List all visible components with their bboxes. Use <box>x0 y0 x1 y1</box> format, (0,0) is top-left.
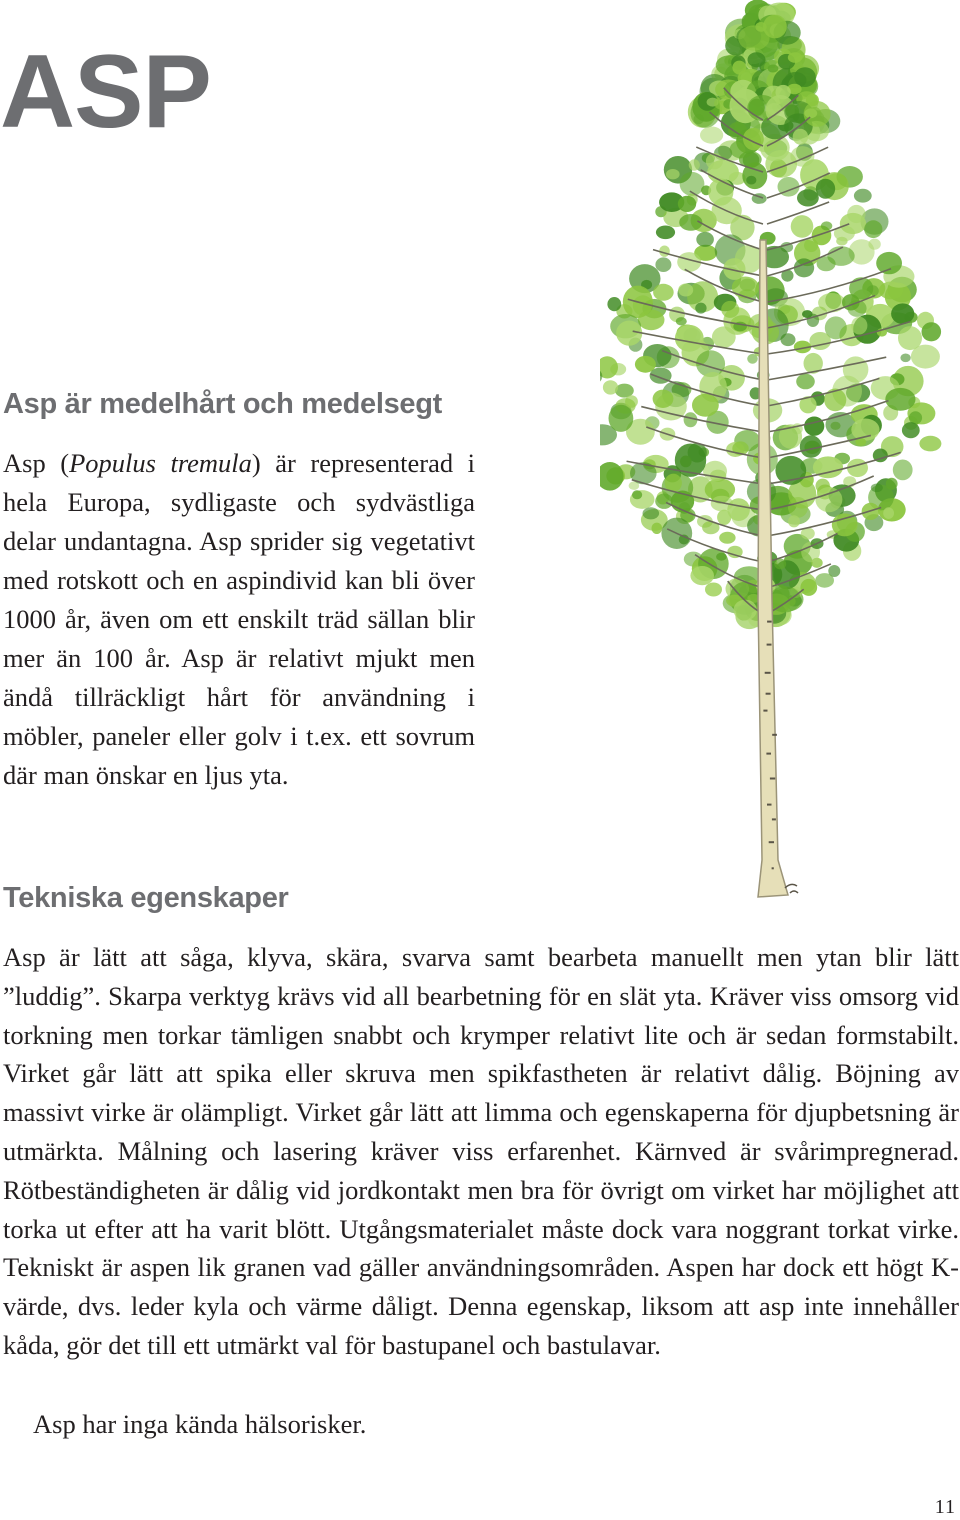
leaf-cluster <box>851 317 867 335</box>
leaf-cluster <box>676 317 687 325</box>
leaf-cluster <box>719 532 735 544</box>
leaf-cluster <box>836 237 847 246</box>
leaf-cluster <box>603 380 618 394</box>
bark-mark <box>763 710 767 712</box>
leaf-cluster <box>768 65 779 73</box>
leaf-cluster <box>632 490 642 499</box>
leaf-cluster <box>678 196 696 212</box>
leaf-cluster <box>747 354 758 364</box>
leaf-cluster <box>656 226 675 240</box>
leaf-cluster <box>802 310 813 318</box>
leaf-cluster <box>793 129 808 145</box>
bark-mark <box>769 841 774 843</box>
leaf-cluster <box>871 484 883 493</box>
leaf-cluster <box>898 326 922 350</box>
leaf-cluster <box>883 507 894 519</box>
leaf-cluster <box>824 389 846 412</box>
leaf-cluster <box>885 388 915 411</box>
bark-mark <box>767 804 772 806</box>
bark-mark <box>767 621 772 623</box>
bark-mark <box>767 644 772 646</box>
aspen-tree-illustration <box>600 0 960 910</box>
leaf-cluster <box>847 459 868 477</box>
leaf-cluster <box>827 246 854 266</box>
bark-mark <box>772 734 777 736</box>
leaf-cluster <box>700 127 723 144</box>
leaf-cluster <box>609 405 634 432</box>
leaf-cluster <box>694 114 704 124</box>
technical-paragraph: Asp är lätt att såga, klyva, skära, svarva samt bearbeta manuellt men ytan blir lätt ”luddig”. Skarpa verktyg krävs vid all bearbetning för en slät yta. Kräver viss omsorg vid torkning men torkar tämligen snabbt och krymper relativt lite och är sedan formstabilt. Virket går lätt att spika eller skruva men spikfastheten är relativt dålig. Böjning av massivt virke är olämpligt. Virket går lätt att limma och egenskaperna för djupbetsning är utmärkta. Målning och lasering kräver viss erfarenhet. Kärnved är svårimpregnerad. Rötbeständigheten är dålig vid jordkontakt men bra för övrigt om virket har möjlighet att torka ut efter att ha varit blött. Utgångsmaterialet måste dock vara noggrant torkat virke. Tekniskt är aspen lik granen vad gäller användningsområden. Aspen har dock ett högt K-värde, dvs. leder kyla och värme dåligt. Denna egenskap, liksom att asp inte innehåller kåda, gör det till ett utmärkt val för bastupanel och bastulavar. <box>3 942 959 1360</box>
leaf-cluster <box>832 513 858 536</box>
leaf-cluster <box>655 257 671 272</box>
section-heading-technical: Tekniska egenskaper <box>3 882 289 914</box>
leaf-cluster <box>815 573 834 588</box>
leaf-cluster <box>919 436 941 452</box>
leaf-cluster <box>893 460 913 481</box>
leaf-cluster <box>804 101 831 127</box>
leaf-cluster <box>653 390 674 408</box>
leaf-cluster <box>847 205 865 223</box>
leaf-cluster <box>705 583 722 597</box>
leaf-cluster <box>922 322 942 341</box>
section-heading-properties: Asp är medelhårt och medelsegt <box>3 388 443 420</box>
leaf-cluster <box>821 221 832 230</box>
intro-text-start: Asp ( <box>3 448 70 478</box>
intro-text-rest: ) är representerad i hela Europa, sydligaste och sydvästliga delar undantagna. Asp sprider sig vegetativt med rotskott och en aspindivid kan bli över 1000 år, även om ett enskilt träd sällan blir mer än 100 år. Asp är relativt mjukt men ändå tillräckligt hårt för användning i möbler, paneler eller golv i t.ex. ett sovrum där man önskar en ljus yta. <box>3 448 475 790</box>
leaf-cluster <box>849 277 873 299</box>
leaf-cluster <box>788 52 802 63</box>
leaf-cluster <box>854 189 872 203</box>
leaf-cluster <box>717 510 731 525</box>
bark-mark <box>766 693 771 695</box>
leaf-cluster <box>675 325 704 352</box>
leaf-cluster <box>600 356 618 378</box>
leaf-cluster <box>816 179 835 199</box>
leaf-cluster <box>800 579 817 596</box>
leaf-cluster <box>712 326 736 347</box>
leaf-cluster <box>809 332 831 350</box>
bark-mark <box>770 778 775 780</box>
leaf-cluster <box>692 394 719 417</box>
leaf-cluster <box>864 220 882 238</box>
leaf-cluster <box>696 232 714 247</box>
leaf-cluster <box>788 497 808 518</box>
leaf-cluster <box>775 85 790 99</box>
leaf-cluster <box>643 507 660 519</box>
page-title: ASP <box>0 34 211 150</box>
leaf-cluster <box>721 301 739 318</box>
leaf-cluster <box>708 178 733 205</box>
leaf-cluster <box>690 566 714 585</box>
bark-mark <box>772 818 776 820</box>
health-paragraph: Asp har inga kända hälsorisker. <box>33 1409 367 1439</box>
leaf-cluster <box>638 310 665 331</box>
leaf-cluster <box>666 169 680 179</box>
leaf-cluster <box>732 61 746 75</box>
leaf-cluster <box>796 374 815 390</box>
bark-mark <box>765 672 771 674</box>
leaf-cluster <box>746 176 756 185</box>
leaf-cluster <box>734 600 757 621</box>
leaf-cluster <box>797 189 819 206</box>
page-number: 11 <box>934 1496 956 1518</box>
leaf-cluster <box>868 239 880 250</box>
leaf-cluster <box>769 586 801 612</box>
leaf-cluster <box>678 284 693 297</box>
bark-mark <box>766 753 771 755</box>
leaf-cluster <box>902 422 920 438</box>
leaf-cluster <box>607 297 621 311</box>
leaf-cluster <box>653 284 674 301</box>
bark-mark <box>772 867 774 869</box>
leaf-cluster <box>755 22 766 32</box>
leaf-cluster <box>788 515 800 527</box>
leaf-cluster <box>695 303 706 314</box>
leaf-cluster <box>876 252 902 274</box>
latin-name: Populus tremula <box>69 448 252 478</box>
leaf-cluster <box>900 354 910 363</box>
leaf-cluster <box>891 303 914 324</box>
intro-paragraph <box>3 444 475 795</box>
leaf-cluster <box>689 159 700 170</box>
leaf-cluster <box>804 417 824 436</box>
leaf-cluster <box>781 333 796 346</box>
leaf-cluster <box>791 215 814 238</box>
leaf-cluster <box>748 52 766 67</box>
